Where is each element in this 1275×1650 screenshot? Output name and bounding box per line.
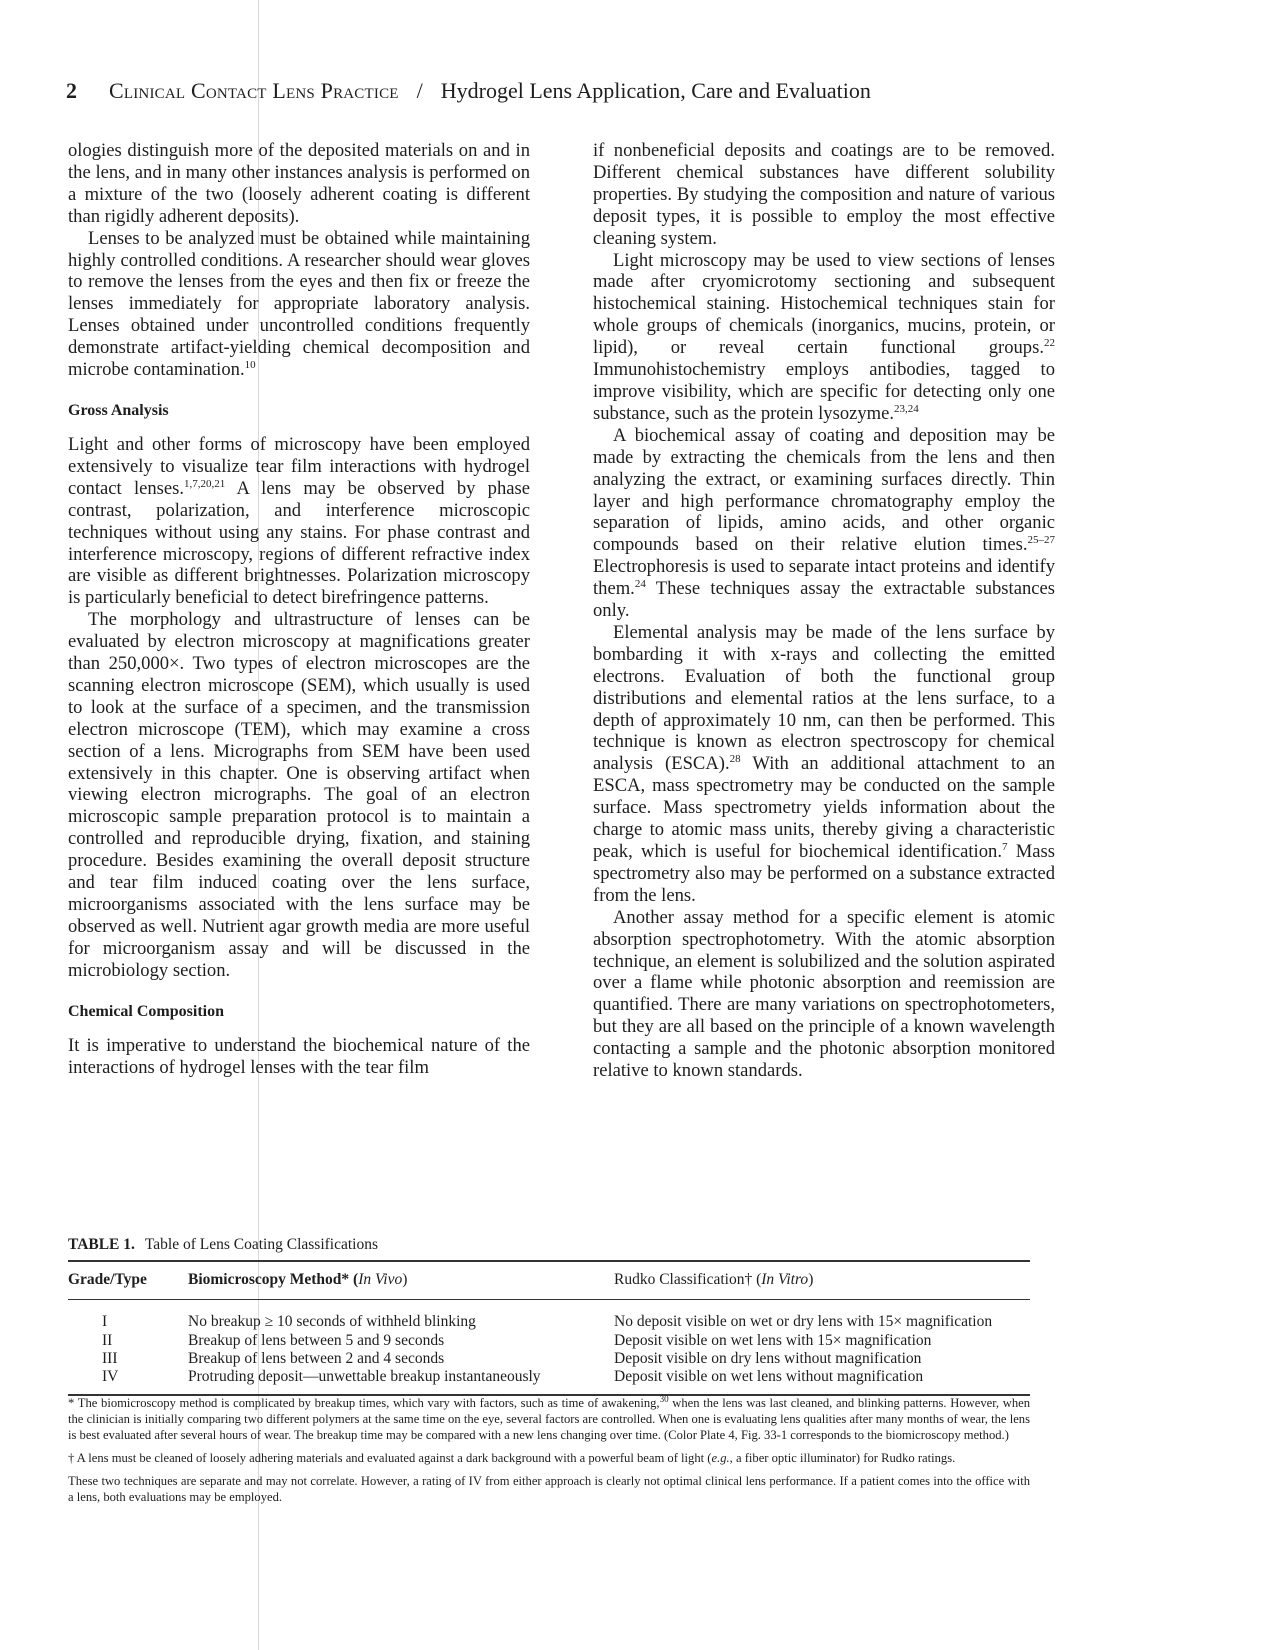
- chapter-title: Hydrogel Lens Application, Care and Evaluation: [440, 78, 871, 103]
- paragraph-text: Lenses to be analyzed must be obtained while maintaining highly controlled conditions. A researcher should wear gloves to remove the lenses from the eyes and then fix or freeze the lenses immediately for appropriate laboratory analysis. Lenses obtained under uncontrolled conditions frequently demonstrate artifact-yielding chemical decomposition and microbe contamination.: [68, 227, 530, 381]
- paragraph-text: A biochemical assay of coating and deposition may be made by extracting the chemicals from the lens and then analyzing the extract, or examining surfaces directly. Thin layer and high performance chromatography employ the separation of lipids, amino acids, and other organic compounds based on their relative elution times.: [593, 424, 1055, 556]
- page-number: 2: [66, 78, 77, 103]
- cell-grade: III: [102, 1349, 118, 1367]
- paragraph-text: Immunohistochemistry employs antibodies, tagged to improve visibility, which are specific for detecting only one substance, such as the protein lysozyme.: [593, 359, 1055, 424]
- paragraph-text: Elemental analysis may be made of the lens surface by bombarding it with x-rays and collecting the emitted electrons. Evaluation of both the functional group distributions and elemental ratios at the lens surface, to a depth of approximately 10 nm, can then be performed. This technique is known as electron spectroscopy for chemical analysis (ESCA).: [593, 621, 1055, 775]
- paragraph: [593, 622, 1055, 907]
- paragraph-text: Light and other forms of microscopy have been employed extensively to visualize tear film interactions with hydrogel contact lenses.: [68, 433, 530, 499]
- paragraph-text: Mass spectrometry also may be performed on a substance extracted from the lens.: [593, 841, 1056, 906]
- cell-rudko: Deposit visible on wet lens without magnification: [614, 1368, 924, 1386]
- book-title: Clinical Contact Lens Practice: [109, 78, 399, 103]
- reference-superscript: 25–27: [1027, 534, 1055, 547]
- reference-superscript: 10: [244, 359, 256, 372]
- cell-rudko: No deposit visible on wet or dry lens with 15× magnification: [614, 1313, 993, 1331]
- header-text: ): [402, 1270, 408, 1288]
- reference-superscript: 28: [729, 753, 741, 766]
- paragraph-text: Electrophoresis is used to separate intact proteins and identify them.: [593, 556, 1055, 600]
- cell-biomicroscopy: Breakup of lens between 5 and 9 seconds: [188, 1331, 445, 1349]
- reference-superscript: 1,7,20,21: [184, 477, 226, 490]
- paragraph: if nonbeneficial deposits and coatings are to be removed. Different chemical substances have different solubility properties. By studying the composition and nature of various deposit types, it is possible to employ the most effective cleaning system.: [593, 140, 1055, 249]
- footnote-general: These two techniques are separate and may not correlate. However, a rating of IV from either approach is clearly not optimal clinical lens performance. If a patient comes into the office with a lens, both evaluations may be employed.: [68, 1474, 1030, 1504]
- reference-superscript: 22: [1044, 337, 1055, 350]
- paragraph-text: A lens may be observed by phase contrast, polarization, and interference microscopic techniques without using any stains. For phase contrast and interference microscopy, regions of different refractive index are visible as different brightnesses. Polarization microscopy is particularly beneficial to detect birefringence patterns.: [68, 477, 530, 609]
- footnote-text: * The biomicroscopy method is complicated by breakup times, which vary with factors, such as time of awakening,: [68, 1396, 660, 1410]
- footnote-text: a fiber optic illuminator) for Rudko ratings.: [732, 1451, 956, 1465]
- table-label: TABLE 1.: [68, 1236, 135, 1253]
- table-row: [68, 1368, 1030, 1386]
- cell-rudko: Deposit visible on dry lens without magnification: [614, 1349, 922, 1367]
- table-title: Table of Lens Coating Classifications: [144, 1236, 378, 1253]
- header-text: Biomicroscopy Method* (: [188, 1270, 359, 1288]
- section-heading-gross-analysis: Gross Analysis: [68, 401, 169, 419]
- header-separator: /: [416, 78, 423, 103]
- table-caption: [68, 1236, 1030, 1254]
- paragraph: [593, 425, 1055, 622]
- reference-superscript: 24: [634, 578, 646, 591]
- paragraph-text: These techniques assay the extractable substances only.: [593, 578, 1055, 622]
- cell-grade: I: [102, 1313, 108, 1331]
- footnote-asterisk: [68, 1395, 1030, 1443]
- reference-superscript: 30: [659, 1394, 669, 1404]
- cell-biomicroscopy: Protruding deposit—unwettable breakup instantaneously: [188, 1368, 541, 1386]
- paragraph: The morphology and ultrastructure of lenses can be evaluated by electron microscopy at magnifications greater than 250,000×. Two types of electron microscopes are the scanning electron microscope (SEM), which usually is used to look at the surface of a specimen, and the transmission electron microscope (TEM), which may examine a cross section of a lens. Micrographs from SEM have been used extensively in this chapter. One is observing artifact when viewing electron micrographs. The goal of an electron microscopic sample preparation protocol is to maintain a controlled and reproducible drying, fixation, and staining procedure. Besides examining the overall deposit structure and tear film induced coating over the lens surface, microorganisms associated with the lens surface may be observed as well. Nutrient agar growth media are more useful for microorganism assay and will be discussed in the microbiology section.: [68, 609, 530, 981]
- table-footnotes: [68, 1395, 1030, 1512]
- section-heading-chemical-composition: Chemical Composition: [68, 1002, 224, 1020]
- header-italic: In Vivo: [358, 1270, 403, 1288]
- cell-grade: II: [102, 1331, 113, 1349]
- footnote-dagger: [68, 1450, 1030, 1466]
- header-biomicroscopy: [188, 1271, 614, 1289]
- cell-rudko: Deposit visible on wet lens with 15× magnification: [614, 1331, 932, 1349]
- footnote-text: † A lens must be cleaned of loosely adhering materials and evaluated against a dark background with a powerful beam of light (: [68, 1451, 712, 1465]
- paragraph: ologies distinguish more of the deposited materials on and in the lens, and in many other instances analysis is performed on a mixture of the two (loosely adherent coating is different than rigidly adherent deposits).: [68, 140, 530, 227]
- paragraph: [68, 434, 530, 609]
- paragraph: Another assay method for a specific element is atomic absorption spectrophotometry. With the atomic absorption technique, an element is solubilized and the solution aspirated over a flame while photonic absorption and reemission are quantified. There are many variations on spectrophotometers, but they are all based on the principle of a known wavelength contacting a sample and the photonic absorption monitored relative to known standards.: [593, 906, 1055, 1082]
- cell-biomicroscopy: No breakup ≥ 10 seconds of withheld blinking: [188, 1313, 476, 1331]
- cell-grade: IV: [102, 1368, 119, 1386]
- header-italic: In Vitro: [761, 1270, 809, 1288]
- table-body: [68, 1300, 1030, 1394]
- lens-coating-table: [68, 1236, 1030, 1396]
- header-rudko: [614, 1271, 1030, 1289]
- cell-biomicroscopy: Breakup of lens between 2 and 4 seconds: [188, 1349, 445, 1367]
- table-row: [68, 1313, 1030, 1331]
- paragraph-text: Light microscopy may be used to view sections of lenses made after cryomicrotomy sectioning and subsequent histochemical staining. Histochemical techniques stain for whole groups of chemicals (inorganics, mucins, protein, or lipid), or reveal certain functional groups.: [593, 249, 1055, 359]
- paragraph: [68, 228, 530, 381]
- right-column: [593, 140, 1055, 1082]
- header-grade-type: Grade/Type: [68, 1270, 147, 1288]
- header-text: Rudko Classification† (: [614, 1270, 762, 1288]
- paragraph: It is imperative to understand the biochemical nature of the interactions of hydrogel lenses with the tear film: [68, 1034, 530, 1078]
- reference-superscript: 7: [1001, 841, 1008, 853]
- reference-superscript: 23,24: [894, 402, 919, 415]
- paragraph: [593, 250, 1055, 425]
- footnote-text: when the lens was last cleaned, and blinking patterns. However, when the clinician is initially comparing two different polymers at the same time on the eye, several factors are controlled. When one is evaluating lens qualities after many months of wear, the lens is best evaluated after several hours of wear. The breakup time may be compared with a new lens changing over time. (Color Plate 4, Fig. 33-1 corresponds to the biomicroscopy method.): [68, 1396, 1031, 1442]
- footnote-italic: e.g.,: [711, 1451, 733, 1465]
- header-text: ): [808, 1270, 814, 1288]
- paragraph-text: With an additional attachment to an ESCA, mass spectrometry may be conducted on the sample surface. Mass spectrometry yields information about the charge to atomic mass units, thereby giving a characteristic peak, which is useful for biochemical identification.: [593, 753, 1055, 862]
- table-row: [68, 1332, 1030, 1350]
- table-row: [68, 1350, 1030, 1368]
- running-header: [66, 78, 1066, 104]
- table-header-row: [68, 1262, 1030, 1299]
- left-column: [68, 140, 530, 1078]
